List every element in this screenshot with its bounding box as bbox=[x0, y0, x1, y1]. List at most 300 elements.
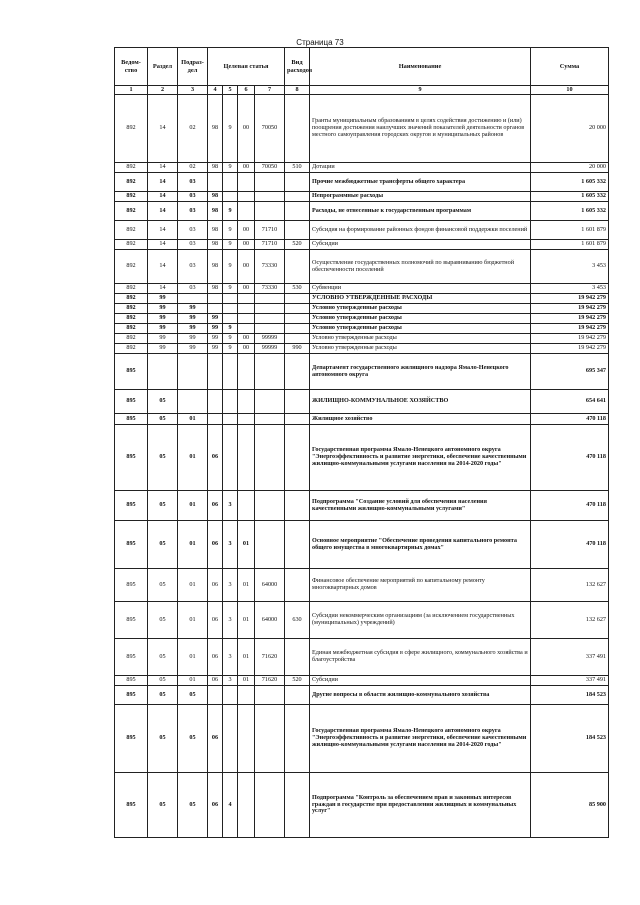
vid-rashodov-cell bbox=[285, 414, 310, 425]
event-code-cell: 01 bbox=[238, 639, 255, 676]
direction-code-cell bbox=[255, 390, 285, 414]
program-code-cell: 06 bbox=[208, 773, 223, 838]
event-code-cell bbox=[238, 304, 255, 314]
subprogram-code-cell: 9 bbox=[223, 202, 238, 221]
naimenovanie-cell: Непрограммные расходы bbox=[310, 192, 531, 202]
program-code-cell: 98 bbox=[208, 240, 223, 250]
event-code-cell: 00 bbox=[238, 95, 255, 163]
podrazdel-cell: 99 bbox=[178, 324, 208, 334]
subprogram-code-cell bbox=[223, 304, 238, 314]
budget-table bbox=[114, 47, 609, 838]
subprogram-code-cell: 9 bbox=[223, 324, 238, 334]
page-number: Страница 73 bbox=[296, 38, 344, 47]
event-code-cell: 00 bbox=[238, 334, 255, 344]
summa-cell: 470 118 bbox=[531, 491, 609, 521]
column-number: 9 bbox=[310, 86, 531, 95]
vedomstvo-cell: 895 bbox=[115, 639, 148, 676]
table-row bbox=[115, 294, 609, 304]
razdel-cell: 99 bbox=[148, 304, 178, 314]
vid-rashodov-cell: 510 bbox=[285, 163, 310, 173]
subprogram-code-cell bbox=[223, 192, 238, 202]
program-code-cell: 98 bbox=[208, 95, 223, 163]
vedomstvo-cell: 892 bbox=[115, 240, 148, 250]
summa-cell: 1 601 879 bbox=[531, 240, 609, 250]
vid-rashodov-cell: 520 bbox=[285, 240, 310, 250]
subprogram-code-cell: 9 bbox=[223, 163, 238, 173]
direction-code-cell bbox=[255, 414, 285, 425]
column-number: 4 bbox=[208, 86, 223, 95]
podrazdel-cell: 03 bbox=[178, 250, 208, 284]
vedomstvo-cell: 892 bbox=[115, 221, 148, 240]
direction-code-cell bbox=[255, 491, 285, 521]
program-code-cell: 98 bbox=[208, 202, 223, 221]
podrazdel-cell bbox=[178, 294, 208, 304]
direction-code-cell: 73330 bbox=[255, 284, 285, 294]
summa-cell: 19 942 279 bbox=[531, 314, 609, 324]
direction-code-cell: 64000 bbox=[255, 602, 285, 639]
vid-rashodov-cell bbox=[285, 491, 310, 521]
razdel-cell: 14 bbox=[148, 202, 178, 221]
vid-rashodov-cell: 530 bbox=[285, 284, 310, 294]
vedomstvo-cell: 892 bbox=[115, 250, 148, 284]
vid-rashodov-cell bbox=[285, 569, 310, 602]
razdel-cell: 14 bbox=[148, 173, 178, 192]
direction-code-cell bbox=[255, 354, 285, 390]
razdel-cell: 14 bbox=[148, 95, 178, 163]
razdel-cell: 99 bbox=[148, 294, 178, 304]
vedomstvo-cell: 892 bbox=[115, 192, 148, 202]
table-row bbox=[115, 221, 609, 240]
program-code-cell: 98 bbox=[208, 163, 223, 173]
vedomstvo-cell: 895 bbox=[115, 773, 148, 838]
subprogram-code-cell bbox=[223, 414, 238, 425]
summa-cell: 85 900 bbox=[531, 773, 609, 838]
subprogram-code-cell: 9 bbox=[223, 334, 238, 344]
podrazdel-cell: 02 bbox=[178, 163, 208, 173]
naimenovanie-cell: ЖИЛИЩНО-КОММУНАЛЬНОЕ ХОЗЯЙСТВО bbox=[310, 390, 531, 414]
naimenovanie-cell: Подпрограмма "Создание условий для обеспечения населения качественными жилищно-коммунальными услугами" bbox=[310, 491, 531, 521]
program-code-cell: 99 bbox=[208, 314, 223, 324]
program-code-cell: 06 bbox=[208, 639, 223, 676]
vid-rashodov-cell bbox=[285, 221, 310, 240]
header-celevaya-statya: Целевая статья bbox=[208, 48, 285, 86]
summa-cell: 654 641 bbox=[531, 390, 609, 414]
program-code-cell: 06 bbox=[208, 569, 223, 602]
table-row bbox=[115, 425, 609, 491]
event-code-cell: 00 bbox=[238, 284, 255, 294]
table-row bbox=[115, 705, 609, 773]
naimenovanie-cell: Единая межбюджетная субсидия в сфере жилищного, коммунального хозяйства и благоустройства bbox=[310, 639, 531, 676]
summa-cell: 695 347 bbox=[531, 354, 609, 390]
razdel-cell: 05 bbox=[148, 676, 178, 686]
column-number: 10 bbox=[531, 86, 609, 95]
vedomstvo-cell: 895 bbox=[115, 425, 148, 491]
column-number: 8 bbox=[285, 86, 310, 95]
vid-rashodov-cell bbox=[285, 705, 310, 773]
direction-code-cell: 64000 bbox=[255, 569, 285, 602]
naimenovanie-cell: Дотации bbox=[310, 163, 531, 173]
summa-cell: 470 118 bbox=[531, 425, 609, 491]
naimenovanie-cell: Условно утвержденные расходы bbox=[310, 334, 531, 344]
summa-cell: 19 942 279 bbox=[531, 334, 609, 344]
table-row bbox=[115, 676, 609, 686]
naimenovanie-cell: Условно утвержденные расходы bbox=[310, 324, 531, 334]
vid-rashodov-cell bbox=[285, 390, 310, 414]
program-code-cell: 98 bbox=[208, 192, 223, 202]
vedomstvo-cell: 892 bbox=[115, 294, 148, 304]
podrazdel-cell: 03 bbox=[178, 173, 208, 192]
vid-rashodov-cell bbox=[285, 639, 310, 676]
summa-cell: 1 601 879 bbox=[531, 221, 609, 240]
program-code-cell: 06 bbox=[208, 425, 223, 491]
razdel-cell: 99 bbox=[148, 314, 178, 324]
program-code-cell: 06 bbox=[208, 521, 223, 569]
subprogram-code-cell: 9 bbox=[223, 95, 238, 163]
subprogram-code-cell: 3 bbox=[223, 521, 238, 569]
event-code-cell: 00 bbox=[238, 221, 255, 240]
vid-rashodov-cell bbox=[285, 686, 310, 705]
vid-rashodov-cell bbox=[285, 354, 310, 390]
direction-code-cell bbox=[255, 314, 285, 324]
naimenovanie-cell: Условно утвержденные расходы bbox=[310, 344, 531, 354]
column-number: 2 bbox=[148, 86, 178, 95]
table-row bbox=[115, 304, 609, 314]
subprogram-code-cell bbox=[223, 294, 238, 304]
event-code-cell bbox=[238, 686, 255, 705]
direction-code-cell bbox=[255, 173, 285, 192]
razdel-cell: 14 bbox=[148, 163, 178, 173]
naimenovanie-cell: УСЛОВНО УТВЕРЖДЕННЫЕ РАСХОДЫ bbox=[310, 294, 531, 304]
razdel-cell: 14 bbox=[148, 221, 178, 240]
program-code-cell: 98 bbox=[208, 284, 223, 294]
vid-rashodov-cell bbox=[285, 192, 310, 202]
vedomstvo-cell: 895 bbox=[115, 354, 148, 390]
naimenovanie-cell: Подпрограмма "Контроль за обеспечением прав и законных интересов граждан в государстве при предоставлении жилищных и коммунальных услуг" bbox=[310, 773, 531, 838]
subprogram-code-cell bbox=[223, 390, 238, 414]
column-number: 6 bbox=[238, 86, 255, 95]
podrazdel-cell: 02 bbox=[178, 95, 208, 163]
summa-cell: 3 453 bbox=[531, 250, 609, 284]
table-row bbox=[115, 192, 609, 202]
table-row bbox=[115, 334, 609, 344]
summa-cell: 19 942 279 bbox=[531, 304, 609, 314]
podrazdel-cell: 01 bbox=[178, 425, 208, 491]
razdel-cell: 05 bbox=[148, 425, 178, 491]
vid-rashodov-cell bbox=[285, 324, 310, 334]
vedomstvo-cell: 892 bbox=[115, 324, 148, 334]
event-code-cell: 01 bbox=[238, 676, 255, 686]
program-code-cell bbox=[208, 354, 223, 390]
podrazdel-cell: 03 bbox=[178, 202, 208, 221]
event-code-cell bbox=[238, 414, 255, 425]
event-code-cell bbox=[238, 705, 255, 773]
naimenovanie-cell: Условно утвержденные расходы bbox=[310, 304, 531, 314]
vedomstvo-cell: 895 bbox=[115, 686, 148, 705]
vedomstvo-cell: 892 bbox=[115, 202, 148, 221]
vedomstvo-cell: 892 bbox=[115, 334, 148, 344]
podrazdel-cell: 01 bbox=[178, 569, 208, 602]
header-podrazdel: Подраз-дел bbox=[178, 48, 208, 86]
direction-code-cell: 99999 bbox=[255, 334, 285, 344]
direction-code-cell: 70050 bbox=[255, 163, 285, 173]
subprogram-code-cell bbox=[223, 425, 238, 491]
event-code-cell: 01 bbox=[238, 602, 255, 639]
summa-cell: 20 000 bbox=[531, 163, 609, 173]
table-row bbox=[115, 602, 609, 639]
vid-rashodov-cell bbox=[285, 95, 310, 163]
direction-code-cell: 71620 bbox=[255, 639, 285, 676]
direction-code-cell: 99999 bbox=[255, 344, 285, 354]
vedomstvo-cell: 892 bbox=[115, 95, 148, 163]
table-row bbox=[115, 240, 609, 250]
event-code-cell bbox=[238, 314, 255, 324]
program-code-cell: 06 bbox=[208, 602, 223, 639]
subprogram-code-cell: 9 bbox=[223, 250, 238, 284]
summa-cell: 470 118 bbox=[531, 521, 609, 569]
razdel-cell: 05 bbox=[148, 639, 178, 676]
event-code-cell: 00 bbox=[238, 250, 255, 284]
header-razdel: Раздел bbox=[148, 48, 178, 86]
razdel-cell bbox=[148, 354, 178, 390]
program-code-cell bbox=[208, 294, 223, 304]
podrazdel-cell: 03 bbox=[178, 192, 208, 202]
program-code-cell: 99 bbox=[208, 324, 223, 334]
direction-code-cell: 70050 bbox=[255, 95, 285, 163]
event-code-cell bbox=[238, 324, 255, 334]
podrazdel-cell: 05 bbox=[178, 773, 208, 838]
vedomstvo-cell: 892 bbox=[115, 304, 148, 314]
table-row bbox=[115, 324, 609, 334]
direction-code-cell: 71710 bbox=[255, 221, 285, 240]
razdel-cell: 05 bbox=[148, 705, 178, 773]
summa-cell: 184 523 bbox=[531, 705, 609, 773]
vedomstvo-cell: 895 bbox=[115, 602, 148, 639]
podrazdel-cell bbox=[178, 354, 208, 390]
naimenovanie-cell: Государственная программа Ямало-Ненецкого автономного округа "Энергоэффективность и развитие энергетики, обеспечение качественными жилищно-коммунальными услугами населения на 2014-2020 годы" bbox=[310, 705, 531, 773]
direction-code-cell: 71710 bbox=[255, 240, 285, 250]
summa-cell: 20 000 bbox=[531, 95, 609, 163]
table-row bbox=[115, 250, 609, 284]
podrazdel-cell bbox=[178, 390, 208, 414]
vedomstvo-cell: 895 bbox=[115, 414, 148, 425]
table-row bbox=[115, 639, 609, 676]
summa-cell: 19 942 279 bbox=[531, 324, 609, 334]
razdel-cell: 14 bbox=[148, 192, 178, 202]
vid-rashodov-cell bbox=[285, 304, 310, 314]
event-code-cell bbox=[238, 425, 255, 491]
razdel-cell: 99 bbox=[148, 324, 178, 334]
column-number: 1 bbox=[115, 86, 148, 95]
event-code-cell bbox=[238, 192, 255, 202]
podrazdel-cell: 01 bbox=[178, 639, 208, 676]
vedomstvo-cell: 892 bbox=[115, 344, 148, 354]
naimenovanie-cell: Прочие межбюджетные трансферты общего характера bbox=[310, 173, 531, 192]
naimenovanie-cell: Гранты муниципальным образованиям в целях содействия достижению и (или) поощрения достижения наилучших значений показателей деятельности органов местного самоуправления городских округов и муниципальных районов bbox=[310, 95, 531, 163]
table-row bbox=[115, 569, 609, 602]
summa-cell: 1 605 332 bbox=[531, 173, 609, 192]
event-code-cell bbox=[238, 294, 255, 304]
podrazdel-cell: 99 bbox=[178, 304, 208, 314]
podrazdel-cell: 01 bbox=[178, 676, 208, 686]
vid-rashodov-cell bbox=[285, 425, 310, 491]
column-number: 5 bbox=[223, 86, 238, 95]
vedomstvo-cell: 892 bbox=[115, 163, 148, 173]
event-code-cell: 01 bbox=[238, 521, 255, 569]
podrazdel-cell: 99 bbox=[178, 334, 208, 344]
program-code-cell: 99 bbox=[208, 334, 223, 344]
summa-cell: 337 491 bbox=[531, 676, 609, 686]
table-row bbox=[115, 414, 609, 425]
event-code-cell bbox=[238, 773, 255, 838]
summa-cell: 337 491 bbox=[531, 639, 609, 676]
naimenovanie-cell: Другие вопросы в области жилищно-коммунального хозяйства bbox=[310, 686, 531, 705]
razdel-cell: 05 bbox=[148, 390, 178, 414]
direction-code-cell bbox=[255, 686, 285, 705]
vid-rashodov-cell bbox=[285, 250, 310, 284]
podrazdel-cell: 05 bbox=[178, 686, 208, 705]
event-code-cell bbox=[238, 202, 255, 221]
vid-rashodov-cell bbox=[285, 334, 310, 344]
direction-code-cell bbox=[255, 773, 285, 838]
table-row bbox=[115, 354, 609, 390]
podrazdel-cell: 99 bbox=[178, 344, 208, 354]
podrazdel-cell: 03 bbox=[178, 221, 208, 240]
direction-code-cell bbox=[255, 705, 285, 773]
naimenovanie-cell: Субсидии некоммерческим организациям (за исключением государственных (муниципальных) учреждений) bbox=[310, 602, 531, 639]
razdel-cell: 14 bbox=[148, 240, 178, 250]
subprogram-code-cell: 3 bbox=[223, 676, 238, 686]
direction-code-cell bbox=[255, 521, 285, 569]
column-number: 7 bbox=[255, 86, 285, 95]
table-row bbox=[115, 314, 609, 324]
direction-code-cell bbox=[255, 304, 285, 314]
table-row bbox=[115, 390, 609, 414]
vedomstvo-cell: 895 bbox=[115, 521, 148, 569]
naimenovanie-cell: Субвенции bbox=[310, 284, 531, 294]
naimenovanie-cell: Субсидии bbox=[310, 676, 531, 686]
column-number: 3 bbox=[178, 86, 208, 95]
subprogram-code-cell: 3 bbox=[223, 491, 238, 521]
podrazdel-cell: 05 bbox=[178, 705, 208, 773]
event-code-cell bbox=[238, 173, 255, 192]
subprogram-code-cell bbox=[223, 173, 238, 192]
program-code-cell bbox=[208, 686, 223, 705]
podrazdel-cell: 01 bbox=[178, 491, 208, 521]
razdel-cell: 05 bbox=[148, 569, 178, 602]
event-code-cell bbox=[238, 390, 255, 414]
event-code-cell bbox=[238, 354, 255, 390]
vedomstvo-cell: 895 bbox=[115, 491, 148, 521]
program-code-cell bbox=[208, 304, 223, 314]
naimenovanie-cell: Субсидия на формирование районных фондов финансовой поддержки поселений bbox=[310, 221, 531, 240]
table-row bbox=[115, 173, 609, 192]
table-row bbox=[115, 202, 609, 221]
vid-rashodov-cell bbox=[285, 521, 310, 569]
event-code-cell: 01 bbox=[238, 569, 255, 602]
program-code-cell: 98 bbox=[208, 250, 223, 284]
naimenovanie-cell: Жилищное хозяйство bbox=[310, 414, 531, 425]
subprogram-code-cell bbox=[223, 705, 238, 773]
vid-rashodov-cell: 520 bbox=[285, 676, 310, 686]
subprogram-code-cell: 3 bbox=[223, 569, 238, 602]
summa-cell: 1 605 332 bbox=[531, 202, 609, 221]
program-code-cell: 99 bbox=[208, 344, 223, 354]
naimenovanie-cell: Субсидии bbox=[310, 240, 531, 250]
subprogram-code-cell: 3 bbox=[223, 639, 238, 676]
subprogram-code-cell: 4 bbox=[223, 773, 238, 838]
subprogram-code-cell bbox=[223, 686, 238, 705]
summa-cell: 184 523 bbox=[531, 686, 609, 705]
direction-code-cell bbox=[255, 192, 285, 202]
razdel-cell: 99 bbox=[148, 334, 178, 344]
vid-rashodov-cell bbox=[285, 314, 310, 324]
event-code-cell: 00 bbox=[238, 344, 255, 354]
naimenovanie-cell: Основное мероприятие "Обеспечение проведения капитального ремонта общего имущества в многоквартирных домах" bbox=[310, 521, 531, 569]
direction-code-cell bbox=[255, 324, 285, 334]
event-code-cell: 00 bbox=[238, 240, 255, 250]
table-row bbox=[115, 163, 609, 173]
vedomstvo-cell: 892 bbox=[115, 173, 148, 192]
direction-code-cell bbox=[255, 294, 285, 304]
podrazdel-cell: 03 bbox=[178, 240, 208, 250]
subprogram-code-cell: 9 bbox=[223, 221, 238, 240]
header-vedomstvo: Ведом-ство bbox=[115, 48, 148, 86]
podrazdel-cell: 01 bbox=[178, 414, 208, 425]
razdel-cell: 05 bbox=[148, 686, 178, 705]
summa-cell: 470 118 bbox=[531, 414, 609, 425]
razdel-cell: 05 bbox=[148, 491, 178, 521]
direction-code-cell bbox=[255, 202, 285, 221]
podrazdel-cell: 01 bbox=[178, 521, 208, 569]
vedomstvo-cell: 895 bbox=[115, 390, 148, 414]
naimenovanie-cell: Финансовое обеспечение мероприятий по капитальному ремонту многоквартирных домов bbox=[310, 569, 531, 602]
program-code-cell bbox=[208, 173, 223, 192]
vedomstvo-cell: 895 bbox=[115, 569, 148, 602]
naimenovanie-cell: Осуществление государственных полномочий по выравниванию бюджетной обеспеченности поселений bbox=[310, 250, 531, 284]
podrazdel-cell: 01 bbox=[178, 602, 208, 639]
razdel-cell: 05 bbox=[148, 521, 178, 569]
naimenovanie-cell: Департамент государственного жилищного надзора Ямало-Ненецкого автономного округа bbox=[310, 354, 531, 390]
vid-rashodov-cell bbox=[285, 773, 310, 838]
header-naimenovanie: Наименование bbox=[310, 48, 531, 86]
subprogram-code-cell bbox=[223, 354, 238, 390]
naimenovanie-cell: Условно утвержденные расходы bbox=[310, 314, 531, 324]
program-code-cell: 98 bbox=[208, 221, 223, 240]
table-row bbox=[115, 95, 609, 163]
subprogram-code-cell bbox=[223, 314, 238, 324]
direction-code-cell bbox=[255, 425, 285, 491]
razdel-cell: 05 bbox=[148, 773, 178, 838]
program-code-cell: 06 bbox=[208, 705, 223, 773]
program-code-cell: 06 bbox=[208, 491, 223, 521]
razdel-cell: 14 bbox=[148, 284, 178, 294]
table-row bbox=[115, 284, 609, 294]
table-row bbox=[115, 521, 609, 569]
razdel-cell: 14 bbox=[148, 250, 178, 284]
program-code-cell bbox=[208, 414, 223, 425]
table-row bbox=[115, 773, 609, 838]
header-vid-rashodov: Вид расходов bbox=[285, 48, 310, 86]
summa-cell: 19 942 279 bbox=[531, 344, 609, 354]
podrazdel-cell: 03 bbox=[178, 284, 208, 294]
vid-rashodov-cell: 990 bbox=[285, 344, 310, 354]
subprogram-code-cell: 9 bbox=[223, 344, 238, 354]
summa-cell: 132 627 bbox=[531, 602, 609, 639]
vedomstvo-cell: 892 bbox=[115, 314, 148, 324]
summa-cell: 132 627 bbox=[531, 569, 609, 602]
direction-code-cell: 71620 bbox=[255, 676, 285, 686]
subprogram-code-cell: 9 bbox=[223, 284, 238, 294]
